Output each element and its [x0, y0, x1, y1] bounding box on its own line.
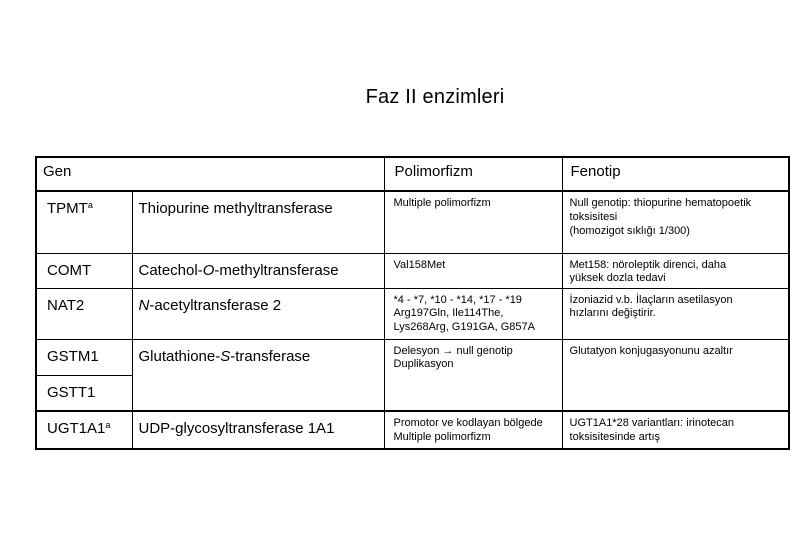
gene-cell: COMT: [36, 253, 132, 288]
gene-cell: UGT1A1$^a$: [36, 411, 132, 449]
fenotip-cell: İzoniazid v.b. İlaçların asetilasyon hızlarını değiştirir.: [562, 288, 789, 339]
polimorfizm-cell: *4 - *7, *10 - *14, *17 - *19 Arg197Gln, Ile114The, Lys268Arg, G191GA, G857A: [384, 288, 562, 339]
enzyme-name-cell: Thiopurine methyltransferase: [132, 191, 384, 253]
gene-cell: NAT2: [36, 288, 132, 339]
gene-cell: GSTT1: [36, 375, 132, 411]
table-row: [36, 411, 789, 449]
polimorfizm-cell: Promotor ve kodlayan bölgede Multiple polimorfizm: [384, 411, 562, 449]
gene-cell: TPMT$^a$: [36, 191, 132, 253]
page-title: Faz II enzimleri: [365, 86, 505, 108]
table-row: [36, 191, 789, 253]
enzyme-name-cell: UDP-glycosyltransferase 1A1: [132, 411, 384, 449]
header-polimorfizm: Polimorfizm: [384, 157, 562, 191]
fenotip-cell: UGT1A1*28 variantları: irinotecan toksisitesinde artış: [562, 411, 789, 449]
table-header-row: [36, 157, 789, 191]
o-letter: O: [202, 261, 215, 279]
polimorfizm-cell: Multiple polimorfizm: [384, 191, 562, 253]
polimorfizm-cell: Delesyon → null genotip Duplikasyon: [384, 339, 562, 411]
header-gen: Gen: [36, 157, 384, 191]
header-fenotip: Fenotip: [562, 157, 789, 191]
table-row: [36, 288, 789, 339]
enzyme-name-cell: Glutathione-S-transferase: [132, 339, 384, 411]
enzyme-table: [35, 156, 790, 450]
table-row: [36, 339, 789, 375]
gene-cell: GSTM1: [36, 339, 132, 375]
fenotip-cell: Glutatyon konjugasyonunu azaltır: [562, 339, 789, 411]
fenotip-cell: Null genotip: thiopurine hematopoetik toksisitesi (homozigot sıklığı 1/300): [562, 191, 789, 253]
table-row: [36, 253, 789, 288]
fenotip-cell: Met158: nöroleptik direnci, daha yüksek dozla tedavi: [562, 253, 789, 288]
polimorfizm-cell: Val158Met: [384, 253, 562, 288]
enzyme-name-cell: N-acetyltransferase 2: [132, 288, 384, 339]
enzyme-name-cell: Catechol-O-methyltransferase: [132, 253, 384, 288]
